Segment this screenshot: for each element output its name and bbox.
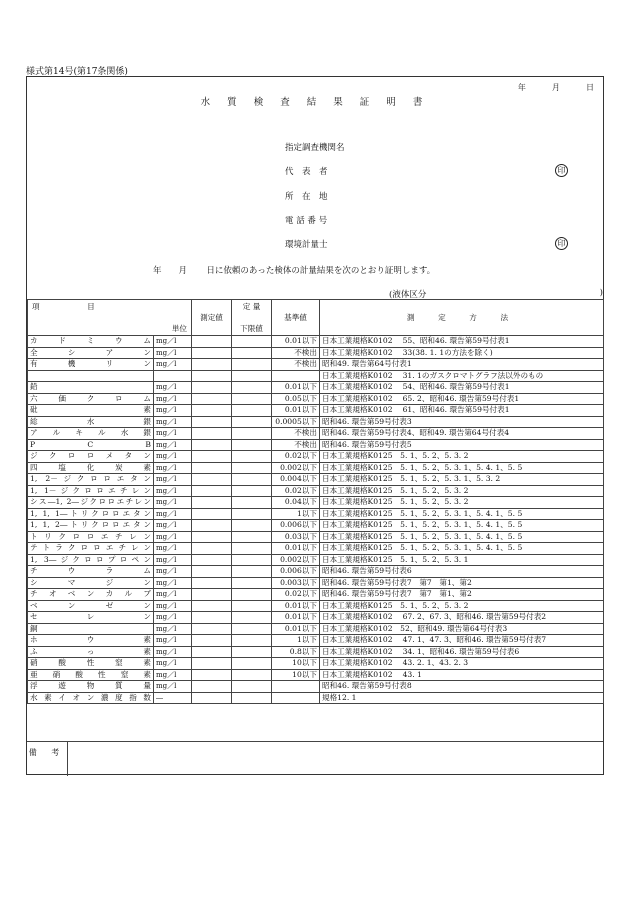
row-standard: 1以下 [272, 635, 320, 647]
table-row [28, 635, 604, 647]
table-row [28, 612, 604, 624]
row-measured [192, 474, 232, 486]
row-limit [232, 428, 272, 440]
row-limit [232, 669, 272, 681]
date-year: 年 [517, 83, 527, 92]
row-item [28, 370, 154, 382]
row-measured [192, 692, 232, 704]
statement-date: 年 月 [153, 266, 188, 276]
row-limit [232, 497, 272, 509]
header-limit [232, 300, 272, 336]
table-row [28, 543, 604, 555]
row-item: 亜 硝 酸 性 窒 素 [28, 669, 154, 681]
row-method: 昭和46. 環告第59号付表5 [320, 439, 604, 451]
row-item: チ ウ ラ ム [28, 566, 154, 578]
row-measured [192, 646, 232, 658]
seal-mark: 印 [555, 237, 568, 250]
row-limit [232, 589, 272, 601]
issuer-field-label: 電 話 番 号 [285, 215, 328, 226]
row-measured [192, 393, 232, 405]
row-measured [192, 428, 232, 440]
issuer-field-label: 環境計量士 [285, 240, 328, 251]
row-measured [192, 681, 232, 693]
row-method: 日本工業規格K0102 34. 1、昭和46. 環告第59号付表6 [320, 646, 604, 658]
row-standard: 0.05以下 [272, 393, 320, 405]
certification-statement [153, 264, 435, 276]
header-measured: 測定値 [192, 300, 232, 336]
issuer-field [285, 165, 566, 189]
row-measured [192, 543, 232, 555]
row-method: 日本工業規格K0125 5. 1、5. 2、5. 3. 1、5. 4. 1、5. 5 [320, 520, 604, 532]
table-row [28, 508, 604, 520]
row-unit [154, 370, 192, 382]
row-standard: 0.003以下 [272, 577, 320, 589]
row-limit [232, 543, 272, 555]
row-method: 日本工業規格K0125 5. 1、5. 2、5. 3. 2 [320, 485, 604, 497]
row-standard: 0.01以下 [272, 612, 320, 624]
table-row [28, 451, 604, 463]
row-method: 日本工業規格K0102 65. 2、昭和46. 環告第59号付表1 [320, 393, 604, 405]
table-row [28, 669, 604, 681]
row-limit [232, 474, 272, 486]
row-item: テトラクロロエチレン [28, 543, 154, 555]
row-item: 1, 1, 2―トリクロロエタン [28, 520, 154, 532]
header-limit-bottom: 下限値 [240, 324, 263, 333]
row-item: 浮 遊 物 質 量 [28, 681, 154, 693]
row-method: 昭和46. 環告第59号付表6 [320, 566, 604, 578]
row-measured [192, 508, 232, 520]
row-unit: mg／l [154, 531, 192, 543]
row-limit [232, 359, 272, 371]
row-method: 昭和46. 環告第59号付表8 [320, 681, 604, 693]
row-method: 日本工業規格K0125 5. 1、5. 2、5. 3. 2 [320, 451, 604, 463]
row-unit: mg／l [154, 554, 192, 566]
statement-text: 日に依頼のあった検体の計量結果を次のとおり証明します。 [206, 266, 436, 276]
issuer-field [285, 214, 345, 238]
table-row [28, 577, 604, 589]
table-row [28, 681, 604, 693]
date-line [518, 82, 595, 93]
row-standard: 0.8以下 [272, 646, 320, 658]
row-method: 日本工業規格K0102 33(38. 1. 1の方法を除く) [320, 347, 604, 359]
header-std: 基準値 [272, 300, 320, 336]
row-limit [232, 382, 272, 394]
row-limit [232, 520, 272, 532]
row-item: カ ド ミ ウ ム [28, 336, 154, 348]
row-measured [192, 554, 232, 566]
issuer-field [285, 141, 345, 165]
row-limit [232, 600, 272, 612]
row-item: 有 機 リ ン [28, 359, 154, 371]
row-limit [232, 681, 272, 693]
row-item: 全 シ ア ン [28, 347, 154, 359]
row-limit [232, 577, 272, 589]
row-limit [232, 439, 272, 451]
row-method: 日本工業規格K0102 52、昭和49. 環告第64号付表3 [320, 623, 604, 635]
row-limit [232, 462, 272, 474]
row-method: 日本工業規格K0102 54、昭和46. 環告第59号付表1 [320, 382, 604, 394]
row-item: ベ ン ゼ ン [28, 600, 154, 612]
table-row [28, 393, 604, 405]
row-standard: 0.02以下 [272, 451, 320, 463]
row-unit: mg／l [154, 681, 192, 693]
form-number: 様式第14号(第17条関係) [26, 67, 128, 77]
row-limit [232, 347, 272, 359]
row-limit [232, 370, 272, 382]
row-measured [192, 370, 232, 382]
row-measured [192, 635, 232, 647]
row-measured [192, 497, 232, 509]
row-unit: mg／l [154, 635, 192, 647]
table-row [28, 589, 604, 601]
row-item: セ レ ン [28, 612, 154, 624]
row-method: 昭和46. 環告第59号付表3 [320, 416, 604, 428]
row-standard: 不検出 [272, 439, 320, 451]
row-measured [192, 600, 232, 612]
table-row [28, 336, 604, 348]
row-method: 日本工業規格K0102 55、昭和46. 環告第59号付表1 [320, 336, 604, 348]
row-unit: mg／l [154, 393, 192, 405]
row-standard: 0.01以下 [272, 543, 320, 555]
row-measured [192, 439, 232, 451]
row-unit: ― [154, 692, 192, 704]
row-method: 日本工業規格K0125 5. 1、5. 2、5. 3. 1、5. 3. 2 [320, 474, 604, 486]
row-standard [272, 692, 320, 704]
table-row [28, 370, 604, 382]
row-item: 銅 [28, 623, 154, 635]
row-limit [232, 635, 272, 647]
issuer-field [285, 190, 345, 214]
row-unit: mg／l [154, 543, 192, 555]
row-unit: mg／l [154, 336, 192, 348]
row-limit [232, 566, 272, 578]
row-method: 昭和46. 環告第59号付表4、昭和49. 環告第64号付表4 [320, 428, 604, 440]
remarks-label: 備 考 [27, 742, 68, 776]
row-method: 昭和46. 環告第59号付表7 第7 第1、第2 [320, 589, 604, 601]
row-standard: 0.01以下 [272, 382, 320, 394]
remarks-row [27, 741, 603, 776]
row-unit: mg／l [154, 428, 192, 440]
row-unit: mg／l [154, 646, 192, 658]
row-unit: mg／l [154, 382, 192, 394]
row-unit: mg／l [154, 669, 192, 681]
row-method: 日本工業規格K0102 31. 1のガスクロマトグラフ法以外のもの [320, 370, 604, 382]
row-method: 昭和49. 環告第64号付表1 [320, 359, 604, 371]
table-row [28, 428, 604, 440]
row-standard: 0.006以下 [272, 566, 320, 578]
issuer-field [285, 238, 566, 262]
row-measured [192, 336, 232, 348]
row-measured [192, 520, 232, 532]
results-table [27, 299, 604, 704]
table-row [28, 359, 604, 371]
row-standard: 10以下 [272, 658, 320, 670]
row-unit: mg／l [154, 589, 192, 601]
row-unit: mg／l [154, 577, 192, 589]
table-row [28, 382, 604, 394]
row-measured [192, 589, 232, 601]
row-standard: 0.002以下 [272, 554, 320, 566]
row-measured [192, 451, 232, 463]
issuer-field-label: 代 表 者 [285, 167, 328, 178]
row-item: 砒 素 [28, 405, 154, 417]
row-limit [232, 623, 272, 635]
row-unit: mg／l [154, 658, 192, 670]
row-unit: mg／l [154, 600, 192, 612]
row-limit [232, 485, 272, 497]
row-unit: mg／l [154, 485, 192, 497]
row-item: P C B [28, 439, 154, 451]
table-row [28, 474, 604, 486]
document-title: 水 質 検 査 結 果 証 明 書 [200, 97, 430, 108]
row-item: 1, 1－ジクロロエチレン [28, 485, 154, 497]
table-row [28, 646, 604, 658]
row-measured [192, 416, 232, 428]
row-method: 日本工業規格K0102 67. 2、67. 3、昭和46. 環告第59号付表2 [320, 612, 604, 624]
category-label: (液体区分 [389, 290, 427, 300]
row-item: チ オ ベ ン カ ル ブ [28, 589, 154, 601]
row-method: 日本工業規格K0102 43. 1 [320, 669, 604, 681]
row-unit: mg／l [154, 405, 192, 417]
row-unit: mg／l [154, 497, 192, 509]
row-method: 日本工業規格K0125 5. 1、5. 2、5. 3. 1、5. 4. 1、5. 5 [320, 531, 604, 543]
row-method: 日本工業規格K0125 5. 1、5. 2、5. 3. 2 [320, 600, 604, 612]
header-unit: 単位 [171, 324, 187, 333]
header-limit-top: 定 量 [242, 302, 261, 311]
row-item: 1, 1, 1―トリクロロエタン [28, 508, 154, 520]
header-method: 測 定 方 法 [320, 300, 604, 336]
row-item: 水 素 イ オ ン 濃 度 指 数 [28, 692, 154, 704]
row-standard: 0.002以下 [272, 462, 320, 474]
row-item: ト リ ク ロ ロ エ チ レ ン [28, 531, 154, 543]
table-row [28, 692, 604, 704]
table-row [28, 658, 604, 670]
row-limit [232, 405, 272, 417]
row-item: 四 塩 化 炭 素 [28, 462, 154, 474]
row-method: 日本工業規格K0102 47. 1、47. 3、昭和46. 環告第59号付表7 [320, 635, 604, 647]
row-measured [192, 669, 232, 681]
row-item: ふ っ 素 [28, 646, 154, 658]
row-unit: mg／l [154, 451, 192, 463]
row-method: 規格12. 1 [320, 692, 604, 704]
row-unit: mg／l [154, 566, 192, 578]
row-standard: 不検出 [272, 428, 320, 440]
certificate-frame [26, 76, 604, 775]
row-unit: mg／l [154, 612, 192, 624]
row-item: ア ル キ ル 水 銀 [28, 428, 154, 440]
row-limit [232, 416, 272, 428]
row-limit [232, 393, 272, 405]
row-standard [272, 370, 320, 382]
row-standard: 不検出 [272, 347, 320, 359]
row-limit [232, 658, 272, 670]
table-row [28, 439, 604, 451]
row-limit [232, 692, 272, 704]
row-limit [232, 531, 272, 543]
issuer-fields [285, 141, 566, 262]
header-item-cell [28, 300, 192, 336]
row-standard: 10以下 [272, 669, 320, 681]
row-unit: mg／l [154, 347, 192, 359]
row-standard: 不検出 [272, 359, 320, 371]
row-measured [192, 623, 232, 635]
row-standard [272, 681, 320, 693]
row-method: 日本工業規格K0125 5. 1、5. 2、5. 3. 1、5. 4. 1、5. 5 [320, 508, 604, 520]
row-method: 日本工業規格K0102 61、昭和46. 環告第59号付表1 [320, 405, 604, 417]
table-header-row [28, 300, 604, 336]
row-item: 硝 酸 性 窒 素 [28, 658, 154, 670]
row-measured [192, 531, 232, 543]
row-unit: mg／l [154, 416, 192, 428]
row-standard: 0.04以下 [272, 497, 320, 509]
row-item: ジ ク ロ ロ メ タ ン [28, 451, 154, 463]
row-method: 日本工業規格K0125 5. 1、5. 2、5. 3. 1、5. 4. 1、5. 5 [320, 543, 604, 555]
row-measured [192, 566, 232, 578]
row-unit: mg／l [154, 462, 192, 474]
row-measured [192, 612, 232, 624]
row-standard: 0.01以下 [272, 600, 320, 612]
row-unit: mg／l [154, 359, 192, 371]
row-item: シス―1, 2―ジクロロエチレン [28, 497, 154, 509]
row-standard: 0.004以下 [272, 474, 320, 486]
row-standard: 0.01以下 [272, 405, 320, 417]
row-unit: mg／l [154, 439, 192, 451]
table-row [28, 462, 604, 474]
header-item: 項 目 [32, 302, 115, 311]
row-item: 1, 3―ジクロロプロペン [28, 554, 154, 566]
row-limit [232, 646, 272, 658]
row-limit [232, 451, 272, 463]
row-item: 鉛 [28, 382, 154, 394]
table-row [28, 347, 604, 359]
row-limit [232, 554, 272, 566]
category-close: ) [599, 288, 603, 298]
row-unit: mg／l [154, 474, 192, 486]
row-method: 日本工業規格K0102 43. 2. 1、43. 2. 3 [320, 658, 604, 670]
row-measured [192, 359, 232, 371]
row-item: 1, 2－ジクロロエタン [28, 474, 154, 486]
table-row [28, 416, 604, 428]
row-standard: 0.01以下 [272, 623, 320, 635]
table-row [28, 623, 604, 635]
row-standard: 1以下 [272, 508, 320, 520]
row-standard: 0.02以下 [272, 589, 320, 601]
row-measured [192, 462, 232, 474]
row-standard: 0.01以下 [272, 336, 320, 348]
row-measured [192, 382, 232, 394]
table-row [28, 554, 604, 566]
date-month: 月 [551, 83, 561, 92]
table-row [28, 485, 604, 497]
row-item: シ マ ジ ン [28, 577, 154, 589]
row-method: 日本工業規格K0125 5. 1、5. 2、5. 3. 1 [320, 554, 604, 566]
row-measured [192, 658, 232, 670]
table-row [28, 600, 604, 612]
row-method: 日本工業規格K0125 5. 1、5. 2、5. 3. 1、5. 4. 1、5. 5 [320, 462, 604, 474]
row-method: 日本工業規格K0125 5. 1、5. 2、5. 3. 2 [320, 497, 604, 509]
row-measured [192, 405, 232, 417]
row-standard: 0.03以下 [272, 531, 320, 543]
seal-mark: 印 [555, 164, 568, 177]
issuer-field-label: 所 在 地 [285, 191, 328, 202]
row-standard: 0.006以下 [272, 520, 320, 532]
table-row [28, 497, 604, 509]
row-limit [232, 336, 272, 348]
row-unit: mg／l [154, 623, 192, 635]
date-day: 日 [586, 83, 595, 92]
row-item: 六 価 ク ロ ム [28, 393, 154, 405]
table-row [28, 531, 604, 543]
row-item: ホ ウ 素 [28, 635, 154, 647]
row-standard: 0.0005以下 [272, 416, 320, 428]
row-measured [192, 485, 232, 497]
row-measured [192, 347, 232, 359]
row-limit [232, 612, 272, 624]
table-row [28, 520, 604, 532]
row-limit [232, 508, 272, 520]
table-row [28, 566, 604, 578]
issuer-field-label: 指定調査機関名 [285, 143, 345, 153]
row-method: 昭和46. 環告第59号付表7 第7 第1、第2 [320, 577, 604, 589]
row-unit: mg／l [154, 520, 192, 532]
row-item: 総 水 銀 [28, 416, 154, 428]
row-measured [192, 577, 232, 589]
row-unit: mg／l [154, 508, 192, 520]
table-row [28, 405, 604, 417]
row-standard: 0.02以下 [272, 485, 320, 497]
